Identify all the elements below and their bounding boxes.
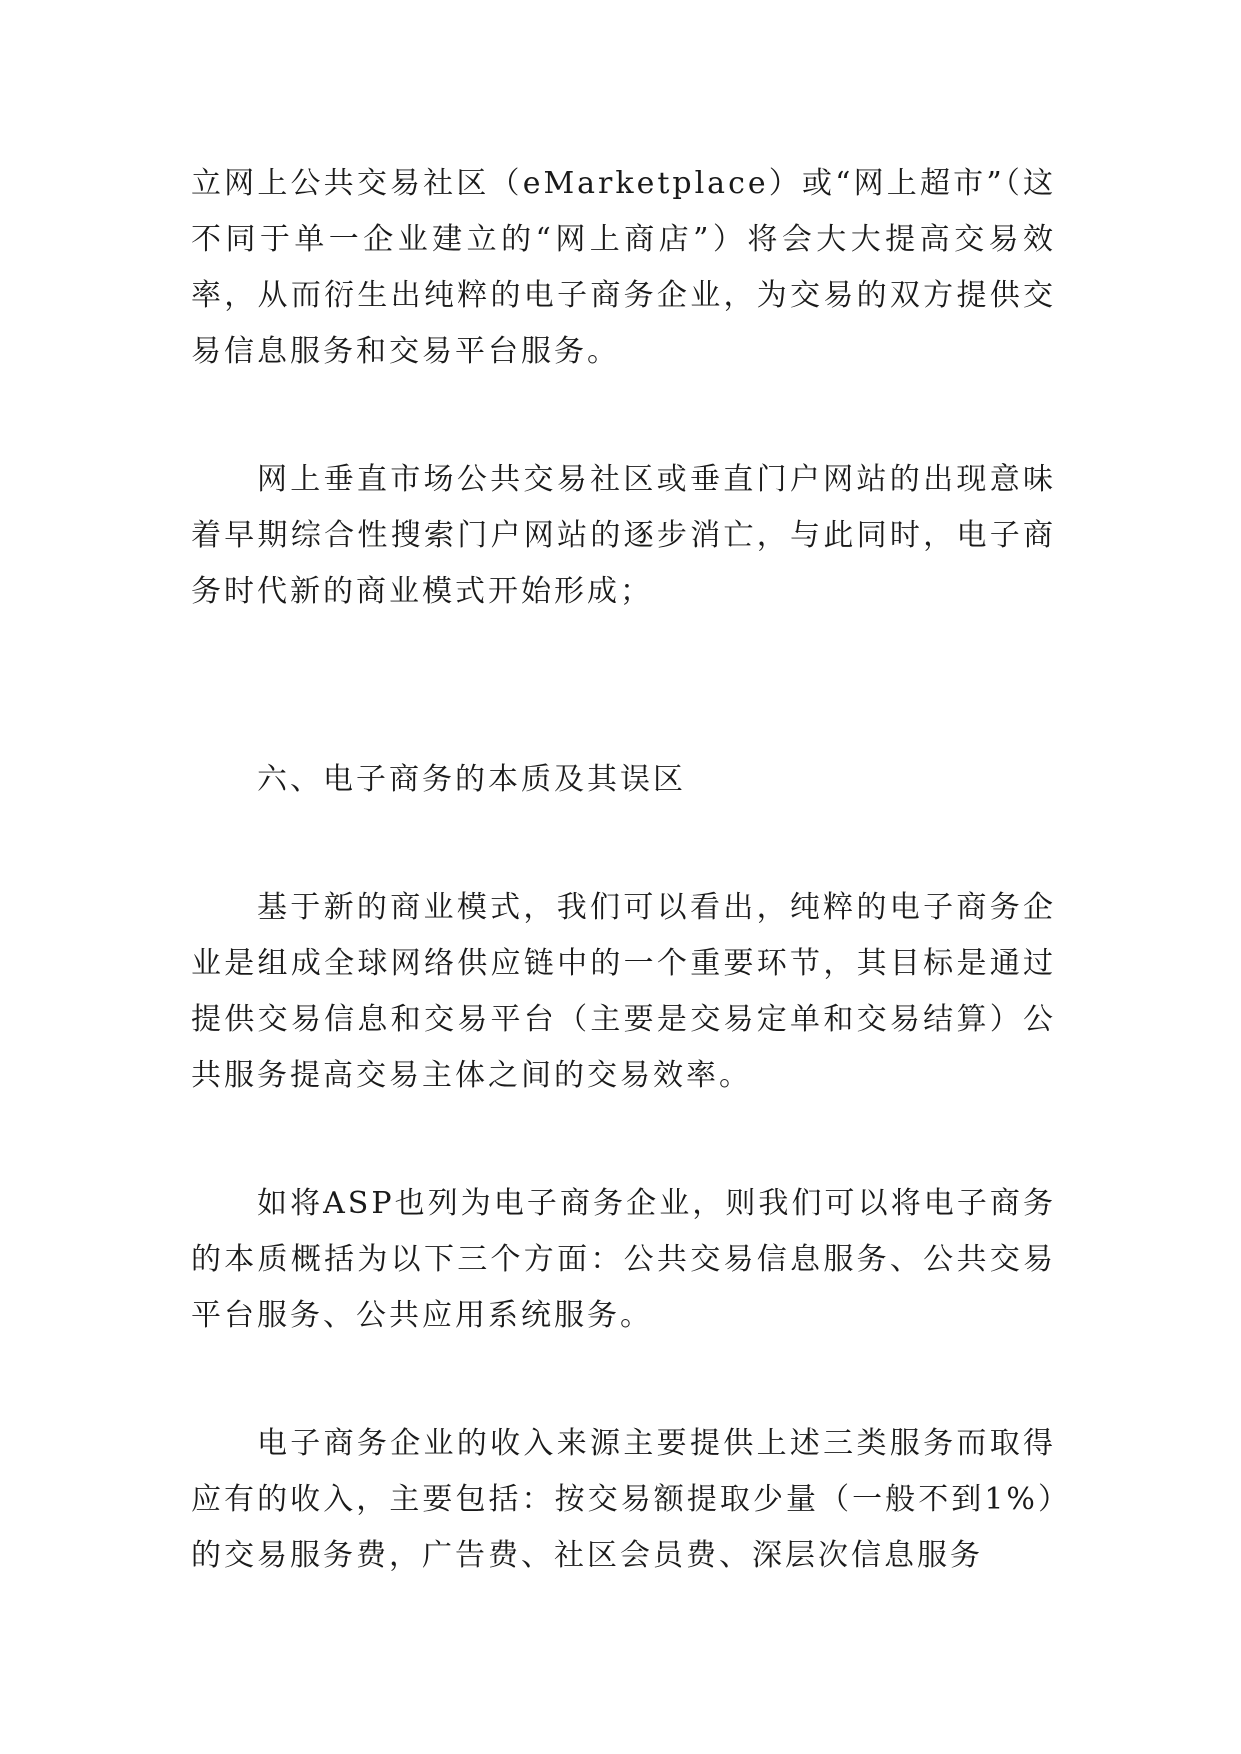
paragraph-revenue: 电子商务企业的收入来源主要提供上述三类服务而取得应有的收入，主要包括：按交易额提取少量（一般不到1%）的交易服务费，广告费、社区会员费、深层次信息服务 [191,1426,1056,1573]
document-page [191,156,1056,1584]
paragraph-business-model: 基于新的商业模式，我们可以看出，纯粹的电子商务企业是组成全球网络供应链中的一个重要环节，其目标是通过提供交易信息和交易平台（主要是交易定单和交易结算）公共服务提高交易主体之间的交易效率。 [191,890,1056,1093]
paragraph-vertical-portals: 网上垂直市场公共交易社区或垂直门户网站的出现意味着早期综合性搜索门户网站的逐步消亡，与此同时，电子商务时代新的商业模式开始形成； [191,462,1056,609]
paragraph-continuation: 立网上公共交易社区（eMarketplace）或“网上超市”（这不同于单一企业建立的“网上商店”）将会大大提高交易效率，从而衍生出纯粹的电子商务企业，为交易的双方提供交易信息服务和交易平台服务。 [191,166,1056,369]
section-heading: 六、电子商务的本质及其误区 [257,762,686,797]
paragraph-essence: 如将ASP也列为电子商务企业，则我们可以将电子商务的本质概括为以下三个方面：公共交易信息服务、公共交易平台服务、公共应用系统服务。 [191,1186,1056,1333]
